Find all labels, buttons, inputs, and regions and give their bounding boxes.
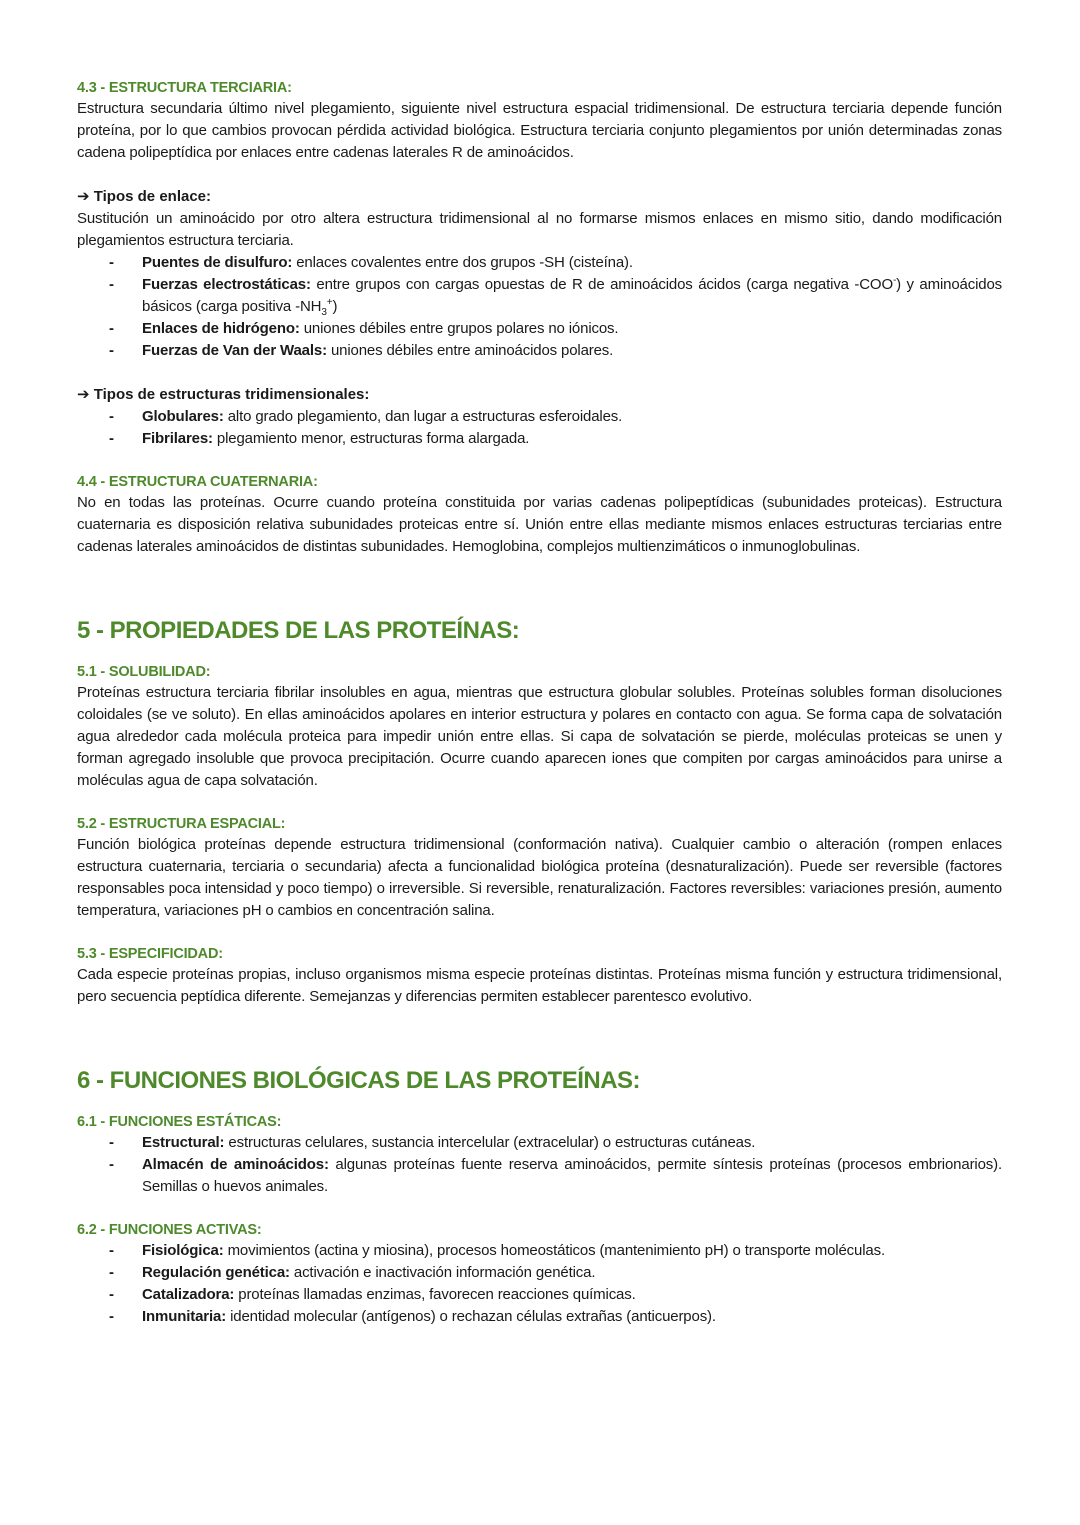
list-item-desc: uniones débiles entre aminoácidos polares. [326, 342, 614, 359]
dash-bullet: - [109, 1242, 114, 1259]
list-item [109, 1154, 1002, 1198]
list-item-term: Estructural: [142, 1134, 225, 1151]
list-item-desc: proteínas llamadas enzimas, favorecen reacciones químicas. [234, 1286, 636, 1303]
list-item-desc: entre grupos con cargas opuestas de R de aminoácidos ácidos (carga negativa -COO [310, 276, 893, 293]
list-item [109, 252, 1002, 274]
list-item-desc: ) [332, 298, 338, 315]
list-item-term: Fuerzas electrostáticas: [142, 276, 311, 293]
section-5-3-text: Cada especie proteínas propias, incluso organismos misma especie proteínas distintas. Proteínas misma función y estructura tridimensional, pero secuencia peptídica diferente. Semejanzas y diferencias permiten establecer parentesco evolutivo. [77, 966, 1002, 1005]
list-item [109, 406, 1002, 428]
list-item-term: Regulación genética: [142, 1264, 290, 1281]
list-item-desc: enlaces covalentes entre dos grupos -SH (cisteína). [292, 254, 633, 271]
dash-bullet: - [109, 320, 114, 337]
section-6-title: 6 - FUNCIONES BIOLÓGICAS DE LAS PROTEÍNAS: [77, 1067, 641, 1094]
tipos-enlace-list [77, 252, 1002, 362]
list-item-desc: algunas proteínas fuente reserva aminoácidos, permite síntesis proteínas (procesos embrionarios). Semillas o huevos animales. [142, 1156, 1002, 1195]
charge-superscript: - [892, 275, 897, 286]
list-item [109, 274, 1002, 318]
list-item-term: Catalizadora: [142, 1286, 235, 1303]
list-item-term: Inmunitaria: [142, 1308, 227, 1325]
list-item-desc: ) y aminoácidos básicos (carga positiva -NH [142, 276, 1002, 315]
dash-bullet: - [109, 430, 114, 447]
list-item [109, 1240, 1002, 1262]
tipos-estructuras-heading-label: Tipos de estructuras tridimensionales: [93, 386, 370, 403]
dash-bullet: - [109, 342, 114, 359]
list-item [109, 1306, 1002, 1328]
dash-bullet: - [109, 254, 114, 271]
list-item-term: Fisiológica: [142, 1242, 224, 1259]
funciones-estaticas-list [77, 1132, 1002, 1198]
funciones-activas-list [77, 1240, 1002, 1328]
dash-bullet: - [109, 1156, 114, 1173]
tipos-enlace-text: Sustitución un aminoácido por otro altera estructura tridimensional al no formarse mismos enlaces en mismo sitio, dando modificación plegamientos estructura terciaria. [77, 210, 1002, 249]
list-item-term: Puentes de disulfuro: [142, 254, 293, 271]
tipos-enlace-heading-label: Tipos de enlace: [93, 188, 212, 205]
dash-bullet: - [109, 1286, 114, 1303]
section-4-4-title: 4.4 - ESTRUCTURA CUATERNARIA: [77, 474, 318, 490]
dash-bullet: - [109, 1264, 114, 1281]
section-5-2-text: Función biológica proteínas depende estructura tridimensional (conformación nativa). Cualquier cambio o alteración (rompen enlaces estructura cuaternaria, terciaria o secundaria) afecta a funcionalidad biológica proteína (desnaturalización). Puede ser reversible (factores responsables poca intensidad y poco tiempo) o irreversible. Si reversible, renaturalización. Factores reversibles: variaciones presión, aumento temperatura, variaciones pH o cambios en concentración salina. [77, 836, 1002, 919]
list-item-desc: uniones débiles entre grupos polares no iónicos. [299, 320, 619, 337]
list-item-desc: estructuras celulares, sustancia intercelular (extracelular) o estructuras cutáneas. [224, 1134, 756, 1151]
section-5-1-text: Proteínas estructura terciaria fibrilar insolubles en agua, mientras que estructura globular solubles. Proteínas solubles forman disoluciones coloidales (se ve soluto). En ellas aminoácidos apolares en interior estructura y polares en contacto con agua. Se forma capa de solvatación agua alrededor cada molécula proteica para impedir unión entre ellas. Si capa de solvatación se pierde, moléculas proteicas se unen y forman agregado insoluble que provoca precipitación. Ocurre cuando aparecen iones que compiten por cargas aminoácidos para unirse a moléculas agua de capa solvatación. [77, 684, 1002, 789]
list-item [109, 1262, 1002, 1284]
subscript: 3 [321, 307, 327, 318]
section-5-title: 5 - PROPIEDADES DE LAS PROTEÍNAS: [77, 617, 520, 644]
list-item [109, 1132, 1002, 1154]
list-item-term: Enlaces de hidrógeno: [142, 320, 300, 337]
tipos-estructuras-list [77, 406, 1002, 450]
section-6-1-title: 6.1 - FUNCIONES ESTÁTICAS: [77, 1114, 282, 1130]
list-item [109, 340, 1002, 362]
list-item-desc: identidad molecular (antígenos) o rechazan células extrañas (anticuerpos). [226, 1308, 716, 1325]
section-4-3-text: Estructura secundaria último nivel plegamiento, siguiente nivel estructura espacial tridimensional. De estructura terciaria depende función proteína, por lo que cambios provocan pérdida actividad biológica. Estructura terciaria conjunto plegamientos por unión determinadas zonas cadena polipeptídica por enlaces entre cadenas laterales R de aminoácidos. [77, 100, 1002, 161]
arrow-right-icon: ➔ [77, 188, 90, 205]
dash-bullet: - [109, 1308, 114, 1325]
list-item [109, 318, 1002, 340]
list-item-desc: movimientos (actina y miosina), procesos homeostáticos (mantenimiento pH) o transporte moléculas. [223, 1242, 885, 1259]
document-content [77, 78, 1002, 1328]
arrow-right-icon: ➔ [77, 386, 90, 403]
section-4-4-text: No en todas las proteínas. Ocurre cuando proteína constituida por varias cadenas polipeptídicas (subunidades proteicas). Estructura cuaternaria es disposición relativa subunidades proteicas entre sí. Unión entre ellas mediante mismos enlaces estructuras terciarias entre cadenas laterales aminoácidos de distintas subunidades. Hemoglobina, complejos multienzimáticos o inmunoglobulinas. [77, 494, 1002, 555]
section-6-2-title: 6.2 - FUNCIONES ACTIVAS: [77, 1222, 262, 1238]
section-5-3-title: 5.3 - ESPECIFICIDAD: [77, 946, 223, 962]
list-item [109, 428, 1002, 450]
charge-superscript: + [326, 297, 333, 308]
list-item-term: Almacén de aminoácidos: [142, 1156, 329, 1173]
dash-bullet: - [109, 408, 114, 425]
tipos-enlace-heading [77, 186, 1002, 208]
section-5-2-title: 5.2 - ESTRUCTURA ESPACIAL: [77, 816, 286, 832]
list-item-desc: activación e inactivación información genética. [289, 1264, 596, 1281]
dash-bullet: - [109, 276, 114, 293]
section-4-3-title: 4.3 - ESTRUCTURA TERCIARIA: [77, 80, 292, 96]
section-5-1-title: 5.1 - SOLUBILIDAD: [77, 664, 211, 680]
list-item [109, 1284, 1002, 1306]
tipos-estructuras-heading [77, 384, 1002, 406]
list-item-desc: plegamiento menor, estructuras forma alargada. [212, 430, 530, 447]
list-item-term: Fibrilares: [142, 430, 213, 447]
dash-bullet: - [109, 1134, 114, 1151]
list-item-term: Globulares: [142, 408, 224, 425]
list-item-term: Fuerzas de Van der Waals: [142, 342, 327, 359]
list-item-desc: alto grado plegamiento, dan lugar a estructuras esferoidales. [223, 408, 623, 425]
